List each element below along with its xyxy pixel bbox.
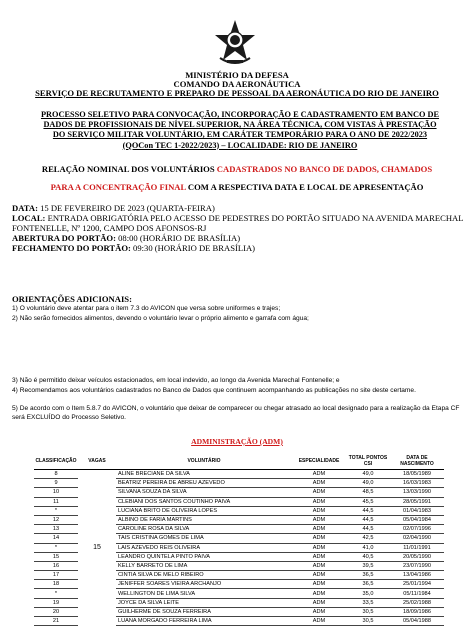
volunteer-name-cell: WELLINGTON DE LIMA SILVA [116,589,292,598]
specialty-cell: ADM [292,598,346,607]
volunteer-name-cell: TAIS CRISTINA GOMES DE LIMA [116,534,292,543]
birthdate-cell: 23/07/1990 [390,561,444,570]
volunteer-name-cell: SILVANA SOUZA DA SILVA [116,488,292,497]
info-gate-opening [12,233,464,243]
birthdate-cell: 02/07/1996 [390,525,444,534]
specialty-cell: ADM [292,488,346,497]
birthdate-cell: 20/05/1990 [390,552,444,561]
volunteer-name-cell: ALINE BRECIANE DA SILVA [116,470,292,479]
classification-cell: * [34,506,78,515]
birthdate-cell: 11/01/1991 [390,543,444,552]
classification-cell: 10 [34,488,78,497]
process-title: PROCESSO SELETIVO PARA CONVOCAÇÃO, INCORPORAÇÃO E CADASTRAMENTO EM BANCO DE DADOS DE PROFISSIONAIS DE NÍVEL SUPERIOR, NA ÁREA TÉCNICA, COM VISTAS À PRESTAÇÃO DO SERVIÇO MILITAR VOLUNTÁRIO, EM CARÁTER TEMPORÁRIO PARA O ANO DE 2022/2023 (QOCon TEC 1-2022/2023) – LOCALIDADE: RIO DE JANEIRO [40,110,440,150]
classification-cell: 19 [34,598,78,607]
points-cell: 45,5 [346,497,390,506]
points-cell: 49,0 [346,470,390,479]
info-date [12,203,464,213]
birthdate-cell: 25/02/1988 [390,598,444,607]
volunteer-name-cell: LAIS AZEVEDO REIS OLIVEIRA [116,543,292,552]
volunteer-name-cell: LEANDRO QUINTELA PINTO PAIVA [116,552,292,561]
relation-text-2: COM A RESPECTIVA DATA E LOCAL DE APRESENTAÇÃO [185,182,424,192]
classification-cell: * [34,589,78,598]
date-label: DATA: [12,203,38,213]
orientation-item: 1) O voluntário deve atentar para o item 7.3 do AVICON que versa sobre uniformes e trajes; [12,305,281,312]
points-cell: 42,5 [346,534,390,543]
points-cell: 48,5 [346,488,390,497]
national-coat-of-arms-icon [214,18,256,66]
volunteer-name-cell: CINTIA SILVA DE MELO RIBEIRO [116,571,292,580]
volunteer-name-cell: ALBINO DE FARIA MARTINS [116,515,292,524]
birthdate-cell: 05/04/1988 [390,617,444,626]
relation-text-highlight: CADASTRADOS NO BANCO DE DADOS, CHAMADOS PARA A CONCENTRAÇÃO FINAL [50,164,433,192]
points-cell: 33,5 [346,598,390,607]
specialty-cell: ADM [292,617,346,626]
points-cell: 36,5 [346,571,390,580]
classification-cell: 17 [34,571,78,580]
points-cell: 49,0 [346,479,390,488]
table-body [34,470,444,626]
gate-closing-value: 09:30 (HORÁRIO DE BRASÍLIA) [130,243,256,253]
birthdate-cell: 18/09/1986 [390,607,444,616]
birthdate-cell: 13/03/1990 [390,488,444,497]
gate-opening-label: ABERTURA DO PORTÃO: [12,233,116,243]
specialty-cell: ADM [292,561,346,570]
classification-cell: 21 [34,617,78,626]
birthdate-cell: 01/04/1983 [390,506,444,515]
info-gate-closing [12,243,464,253]
volunteer-name-cell: LUCIANA BRITO DE OLIVEIRA LOPES [116,506,292,515]
classification-cell: 14 [34,534,78,543]
relation-heading [30,160,444,196]
volunteer-name-cell: KELLY BARRETO DE LIMA [116,561,292,570]
classification-cell: * [34,543,78,552]
birthdate-cell: 16/03/1983 [390,479,444,488]
volunteer-name-cell: JENIFFER SOARES VIEIRA ARCHANJO [116,580,292,589]
points-cell: 44,5 [346,506,390,515]
specialty-cell: ADM [292,571,346,580]
points-cell: 40,5 [346,552,390,561]
column-header: VAGAS [78,452,116,470]
column-header: VOLUNTÁRIO [116,452,292,470]
specialty-cell: ADM [292,497,346,506]
specialty-cell: ADM [292,543,346,552]
specialty-cell: ADM [292,470,346,479]
specialty-cell: ADM [292,607,346,616]
classification-cell: 9 [34,479,78,488]
column-header: DATA DE NASCIMENTO [390,452,444,470]
birthdate-cell: 05/04/1984 [390,515,444,524]
birthdate-cell: 25/01/1994 [390,580,444,589]
location-value: ENTRADA OBRIGATÓRIA PELO ACESSO DE PEDESTRES DO PORTÃO SITUADO NA AVENIDA MARECHAL FONTENELLE, Nº 1200, CAMPO DOS AFONSOS-RJ [12,213,464,233]
orientation-item: 3) Não é permitido deixar veículos estacionados, em local indevido, ao longo da Avenida Marechal Fontenelle; e [12,377,340,384]
specialty-cell: ADM [292,580,346,589]
volunteer-name-cell: LUANA MORGADO FERREIRA LIMA [116,617,292,626]
orientation-item: 2) Não serão fornecidos alimentos, devendo o voluntário levar o próprio alimento e garrafa com água; [12,315,309,322]
volunteer-name-cell: GUILHERME DE SOUZA FERREIRA [116,607,292,616]
specialty-cell: ADM [292,552,346,561]
birthdate-cell: 05/11/1984 [390,589,444,598]
date-value: 15 DE FEVEREIRO DE 2023 (QUARTA-FEIRA) [37,203,215,213]
column-header: CLASSIFICAÇÃO [34,452,78,470]
section-title: ADMINISTRAÇÃO (ADM) [191,437,283,446]
table-row [34,470,444,479]
orientations-title: ORIENTAÇÕES ADICIONAIS: [12,294,132,304]
classification-cell: 13 [34,525,78,534]
points-cell: 39,5 [346,561,390,570]
gate-closing-label: FECHAMENTO DO PORTÃO: [12,243,131,253]
birthdate-cell: 18/05/1989 [390,470,444,479]
points-cell: 36,5 [346,580,390,589]
classification-cell: 18 [34,580,78,589]
vagas-cell: 15 [93,544,101,552]
gate-opening-value: 08:00 (HORÁRIO DE BRASÍLIA) [115,233,241,243]
volunteers-table [34,452,444,626]
volunteer-name-cell: JOYCE DA SILVA LEITE [116,598,292,607]
info-location [12,213,464,233]
orientation-item: 4) Recomendamos aos voluntários cadastrados no Banco de Dados que continuem acompanhando as publicações no site deste certame. [12,387,416,394]
birthdate-cell: 02/04/1990 [390,534,444,543]
location-label: LOCAL: [12,213,46,223]
ministry-title: MINISTÉRIO DA DEFESA [185,70,289,80]
points-cell: 30,5 [346,607,390,616]
classification-cell: 11 [34,497,78,506]
birthdate-cell: 13/04/1986 [390,571,444,580]
command-title: COMANDO DA AERONÁUTICA [173,79,301,89]
column-header: ESPECIALIDADE [292,452,346,470]
classification-cell: 20 [34,607,78,616]
specialty-cell: ADM [292,506,346,515]
classification-cell: 16 [34,561,78,570]
specialty-cell: ADM [292,515,346,524]
relation-text-1: RELAÇÃO NOMINAL DOS VOLUNTÁRIOS [41,164,217,174]
service-title: SERVIÇO DE RECRUTAMENTO E PREPARO DE PESSOAL DA AERONÁUTICA DO RIO DE JANEIRO [35,88,439,98]
specialty-cell: ADM [292,589,346,598]
classification-cell: 12 [34,515,78,524]
volunteer-name-cell: BEATRIZ PEREIRA DE ABREU AZEVEDO [116,479,292,488]
points-cell: 35,0 [346,589,390,598]
orientation-item: 5) De acordo com o Item 5.8.7 do AVICON, o voluntário que deixar de comparecer ou chegar atrasado ao local designado para a realização da Etapa CF será EXCLUÍDO do Processo Seletivo. [12,405,460,421]
points-cell: 44,5 [346,525,390,534]
points-cell: 41,0 [346,543,390,552]
specialty-cell: ADM [292,525,346,534]
birthdate-cell: 28/05/1991 [390,497,444,506]
table-header-row [34,452,444,470]
classification-cell: 8 [34,470,78,479]
classification-cell: 15 [34,552,78,561]
column-header: TOTAL PONTOS CSI [346,452,390,470]
specialty-cell: ADM [292,534,346,543]
specialty-cell: ADM [292,479,346,488]
volunteer-name-cell: CAROLINE ROSA DA SILVA [116,525,292,534]
volunteer-name-cell: CLEBIANI DOS SANTOS COUTINHO PAIVA [116,497,292,506]
points-cell: 30,5 [346,617,390,626]
points-cell: 44,5 [346,515,390,524]
